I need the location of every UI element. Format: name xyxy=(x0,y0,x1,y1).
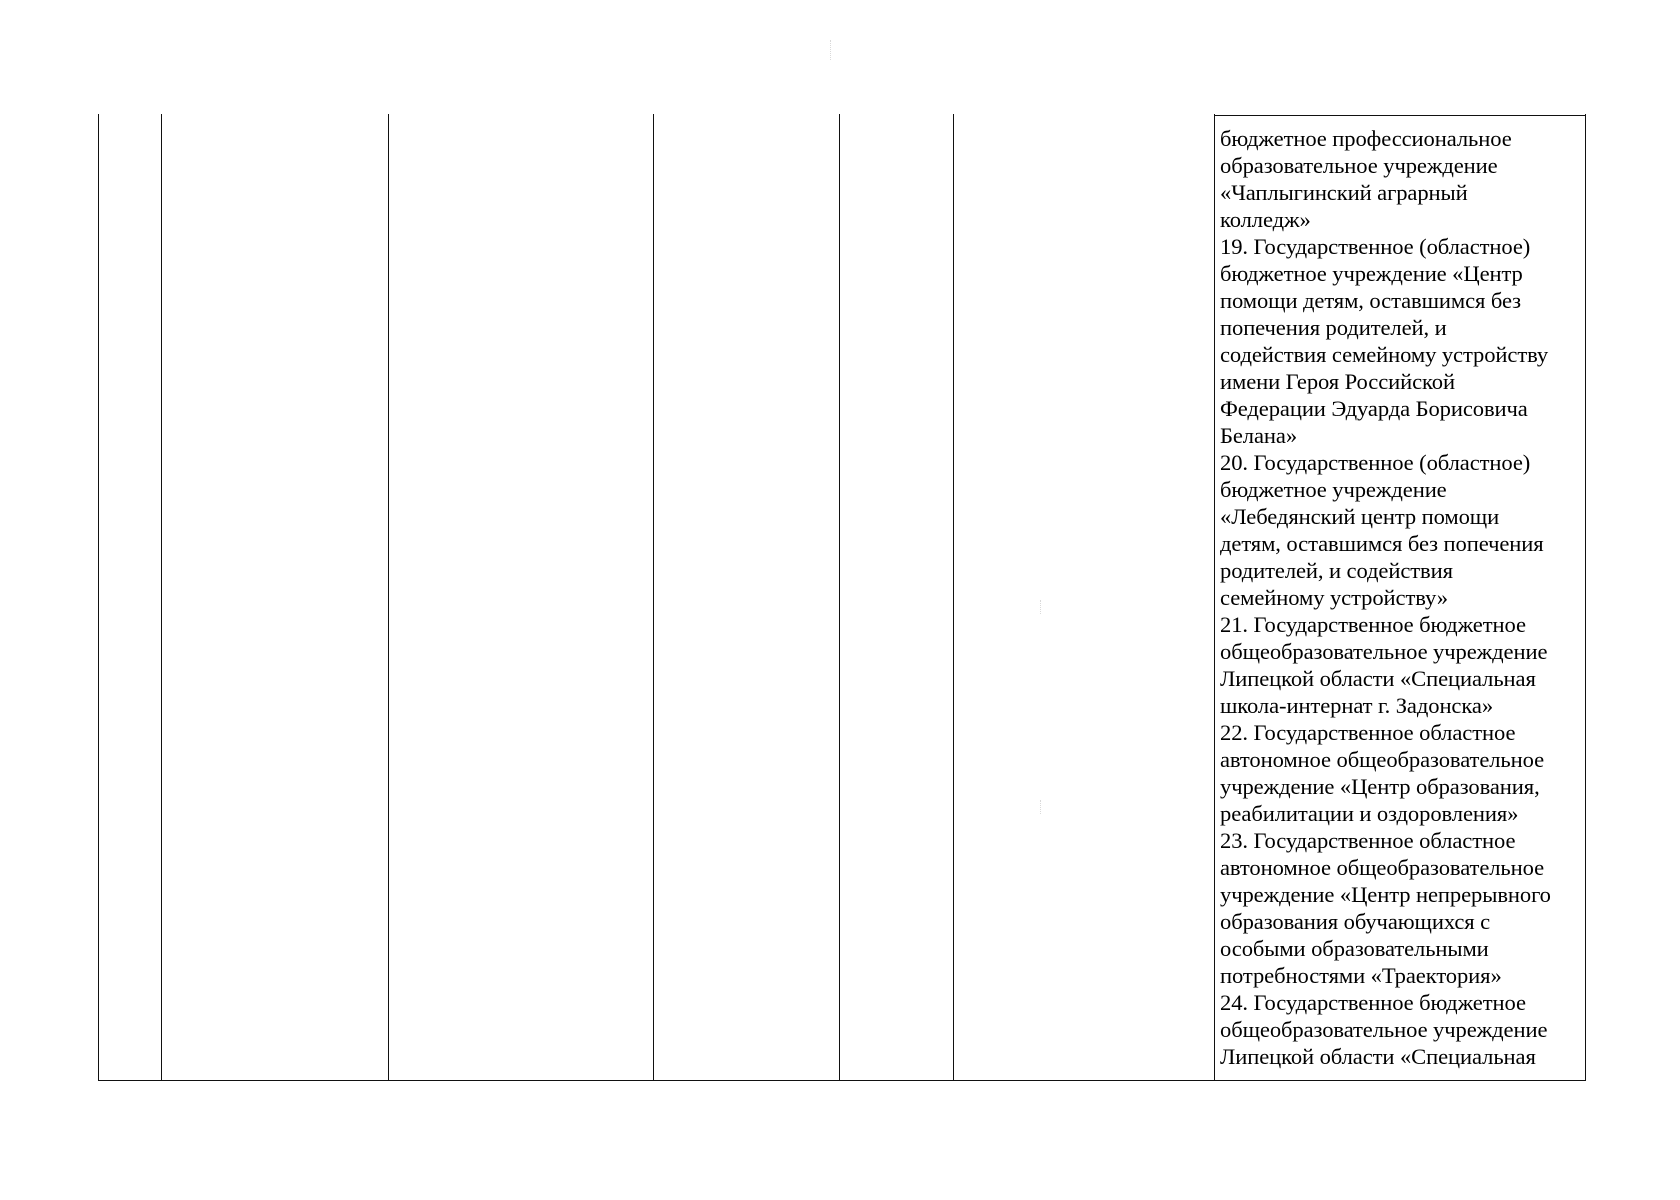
table-bottom-rule xyxy=(98,1080,1586,1081)
table-column-rule xyxy=(1214,114,1215,1080)
table-column-rule xyxy=(1585,114,1586,1080)
table-cell-institutions-list: бюджетное профессиональное образовательное учреждение «Чаплыгинский аграрный колледж» 19. Государственное (областное) бюджетное учреждение «Центр помощи детям, оставшимся без попечения родителей, и содействия семейному устройству имени Героя Российской Федерации Эдуарда Борисовича Белана» 20. Государственное (областное) бюджетное учреждение «Лебедянский центр помощи детям, оставшимся без попечения родителей, и содействия семейному устройству» 21. Государственное бюджетное общеобразовательное учреждение Липецкой области «Специальная школа-интернат г. Задонска» 22. Государственное областное автономное общеобразовательное учреждение «Центр образования, реабилитации и оздоровления» 23. Государственное областное автономное общеобразовательное учреждение «Центр непрерывного образования обучающихся с особыми образовательными потребностями «Траектория» 24. Государственное бюджетное общеобразовательное учреждение Липецкой области «Специальная xyxy=(1220,126,1551,1069)
scan-artifact xyxy=(830,40,831,60)
table-column-rule xyxy=(653,114,654,1080)
scan-artifact xyxy=(1040,800,1041,814)
table-column-rule xyxy=(953,114,954,1080)
table-cell-top-rule xyxy=(1214,115,1586,116)
table-column-rule xyxy=(161,114,162,1080)
table-column-rule xyxy=(98,114,99,1080)
table-column-rule xyxy=(388,114,389,1080)
table-column-rule xyxy=(839,114,840,1080)
scan-artifact xyxy=(1040,600,1041,614)
